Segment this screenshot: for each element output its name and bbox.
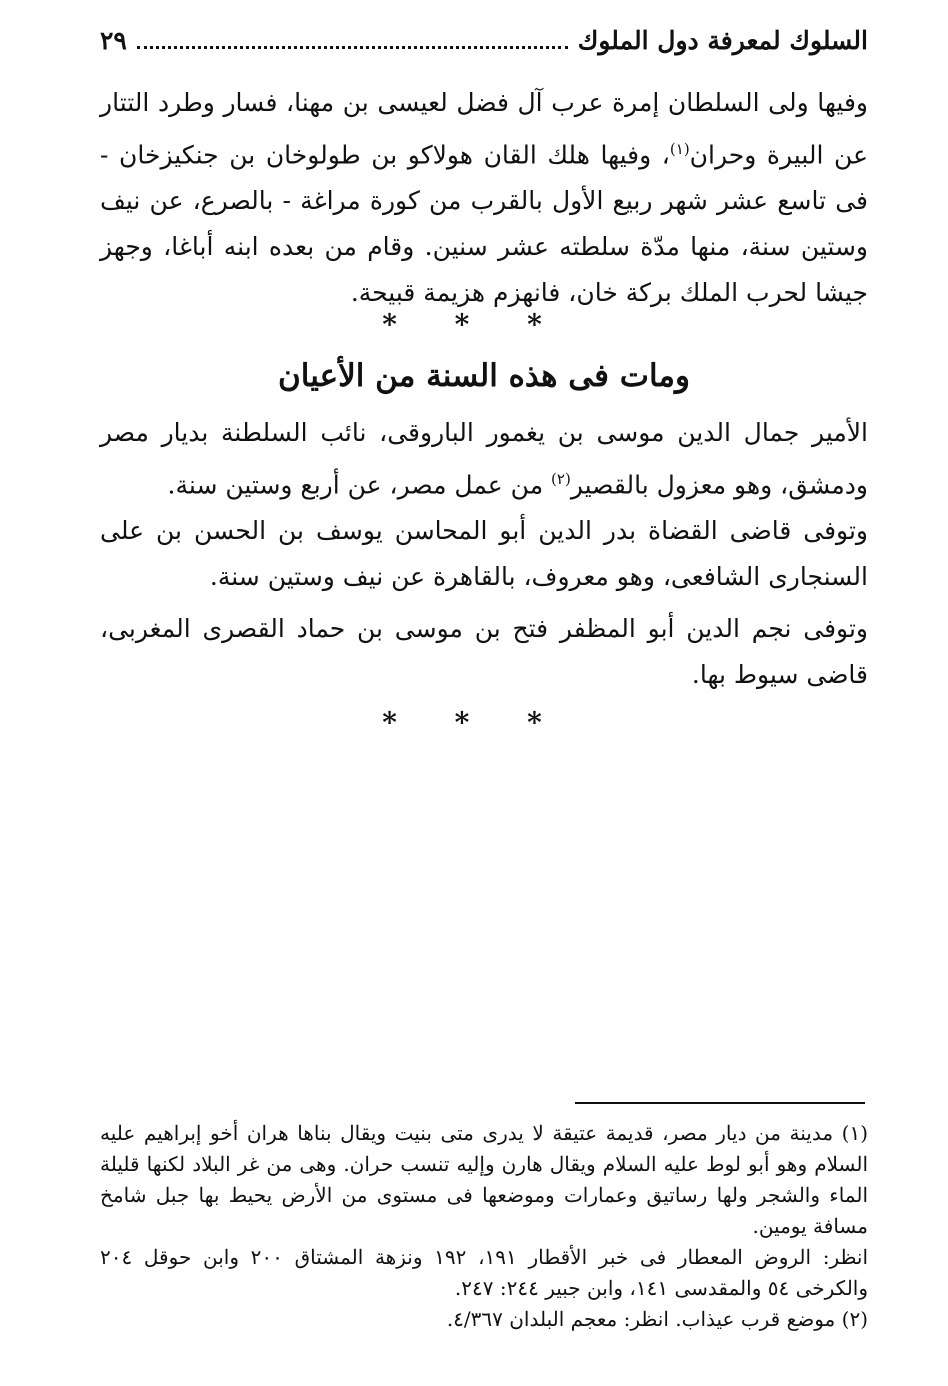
section-separator: * * * [382, 308, 566, 341]
page-number: ٢٩ [100, 26, 127, 55]
footnote-ref-2[interactable]: (٢) [551, 470, 571, 488]
footnote-ref-1[interactable]: (١) [669, 140, 690, 158]
intro-paragraph-text [100, 80, 868, 316]
footnote-1-sources: انظر: الروض المعطار فى خبر الأقطار ١٩١، ١٩٢ ونزهة المشتاق ٢٠٠ وابن حوقل ٢٠٤ والكرخى ٥٤ والمقدسى ١٤١، وابن جبير ٢٤٤: ٢٤٧. [100, 1245, 869, 1300]
entry-3-text: وتوفى نجم الدين أبو المظفر فتح بن موسى بن حماد القصرى المغربى، قاضى سيوط بها. [100, 614, 868, 689]
intro-paragraph [100, 80, 868, 316]
leader-dots [137, 46, 568, 49]
entry-1 [100, 410, 868, 508]
footnote-2: (٢) موضع قرب عيذاب. انظر: معجم البلدان ٤/٣٦٧. [446, 1307, 868, 1331]
intro-text-part1: وفيها ولى السلطان إمرة عرب آل فضل لعيسى بن مهنا، فسار وطرد التتار عن البيرة وحران [100, 88, 868, 170]
footnotes-block [100, 1118, 868, 1335]
running-header [100, 26, 868, 55]
entry-1-text [100, 410, 868, 508]
section-heading: ومات فى هذه السنة من الأعيان [278, 358, 690, 394]
footnote-1: (١) مدينة من ديار مصر، قديمة عتيقة لا يدرى متى بنيت ويقال بناها هران أخو إبراهيم عليه السلام وهو أبو لوط عليه السلام ويقال هارن وإليه تنسب حران. وهى من غر البلاد لكنها قليلة الماء والشجر ولها رساتيق وعمارات وموضعها فى مستوى من الأرض يحيط بها جبل شامخ مسافة يومين. [100, 1121, 868, 1238]
entry-1-part1: الأمير جمال الدين موسى بن يغمور الباروقى، نائب السلطنة بديار مصر ودمشق، وهو معزول بالقصير [100, 418, 868, 500]
entry-3 [100, 606, 868, 698]
entry-2 [100, 508, 868, 600]
entry-1-part2: من عمل مصر، عن أربع وستين سنة. [167, 470, 552, 500]
end-separator: * * * [382, 706, 566, 739]
intro-text-part2: ، وفيها هلك القان هولاكو بن طولوخان بن جنكيزخان - فى تاسع عشر شهر ربيع الأول بالقرب من كورة مراغة - بالصرع، عن نيف وستين سنة، منها مدّة سلطته عشر سنين. وقام من بعده ابنه أباغا، وجهز جيشا لحرب الملك بركة خان، فانهزم هزيمة قبيحة. [100, 140, 868, 308]
entry-2-text: وتوفى قاضى القضاة بدر الدين أبو المحاسن يوسف بن الحسن بن على السنجارى الشافعى، وهو معروف، بالقاهرة عن نيف وستين سنة. [100, 516, 868, 591]
running-title: السلوك لمعرفة دول الملوك [577, 26, 868, 55]
footnote-rule [575, 1102, 865, 1104]
